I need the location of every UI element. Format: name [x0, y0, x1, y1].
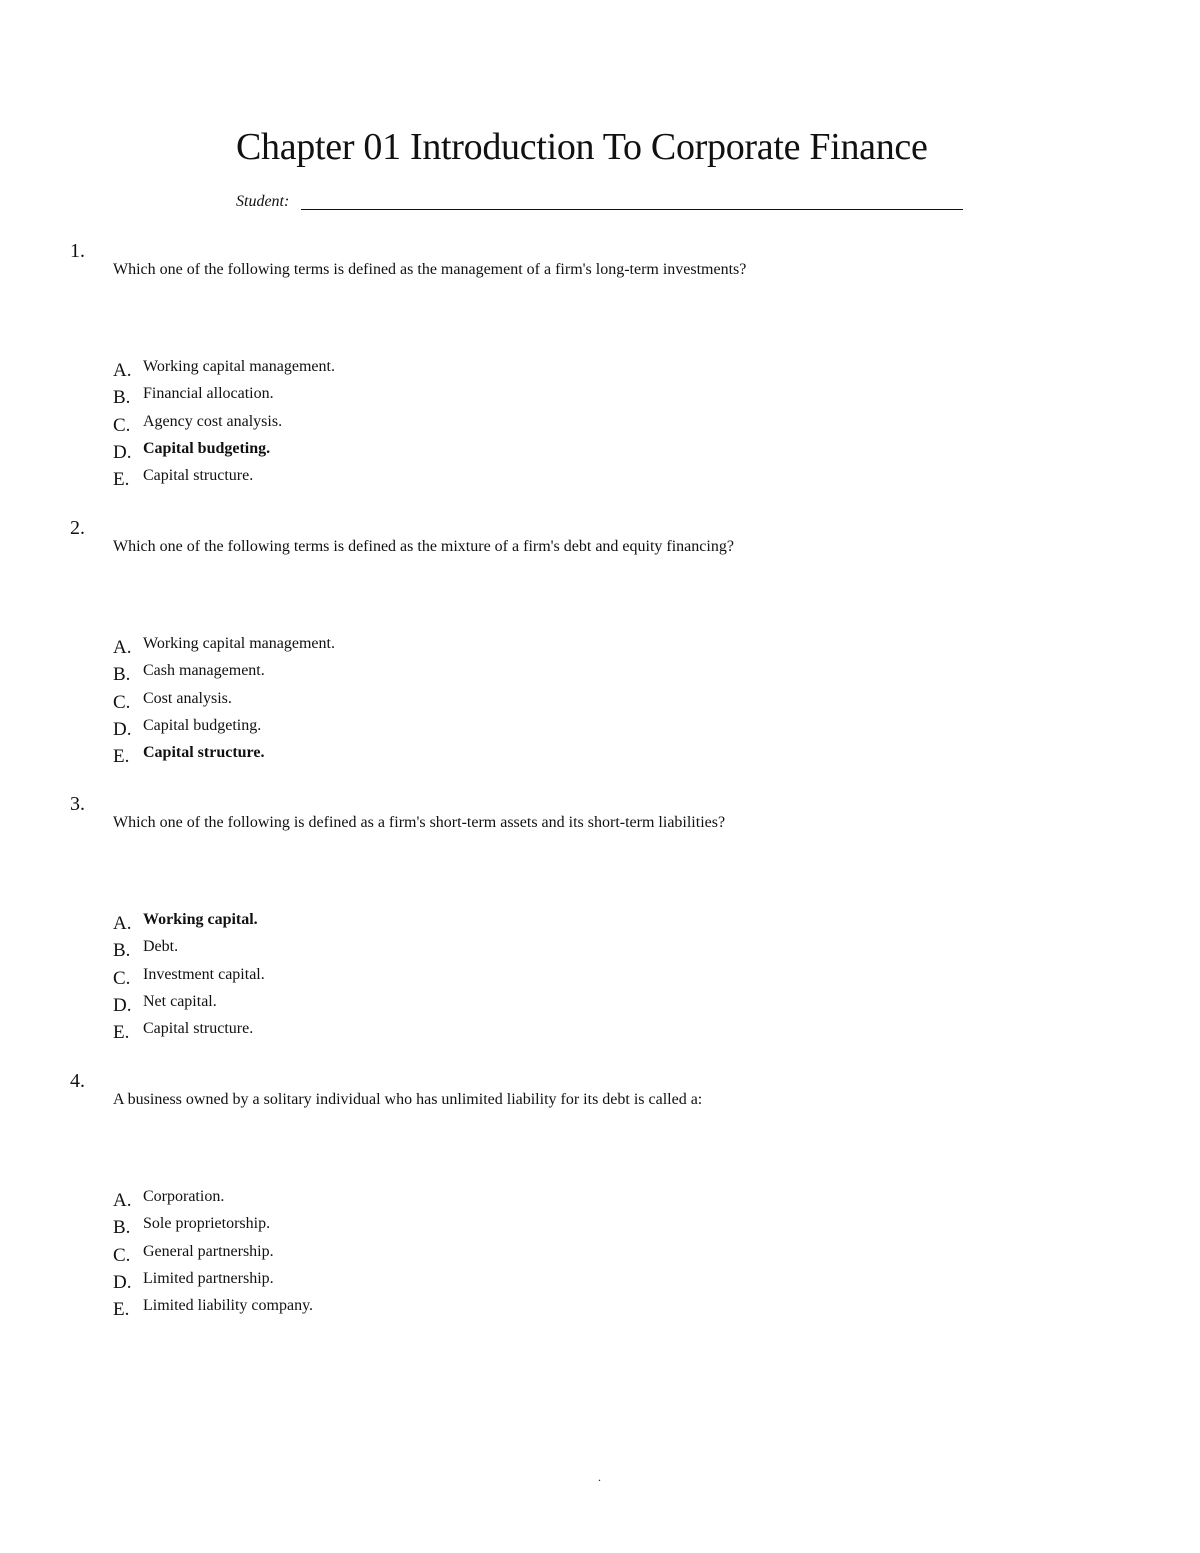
question-number: 3.: [70, 793, 85, 815]
option-letter: E.: [113, 746, 130, 768]
option-text: Working capital management.: [143, 635, 335, 652]
question-3: [0, 793, 1200, 1043]
option-letter: C.: [113, 967, 131, 989]
option-letter: E.: [113, 469, 130, 491]
option-letter: A.: [113, 637, 132, 658]
option-letter: A.: [113, 913, 132, 934]
option-text: General partnership.: [143, 1242, 274, 1260]
option-text: Capital budgeting.: [143, 716, 262, 734]
option-text: Net capital.: [143, 992, 217, 1010]
option-letter: D.: [113, 994, 132, 1016]
option-text: Debt.: [143, 938, 179, 956]
question-text: Which one of the following terms is defined as the management of a firm's long-term investments?: [113, 261, 747, 278]
question-2: [0, 517, 1200, 767]
question-4: [0, 1070, 1200, 1320]
option-text: Capital structure.: [143, 744, 265, 762]
question-number: 1.: [70, 240, 85, 262]
option-text: Corporation.: [143, 1188, 225, 1205]
option-text: Cost analysis.: [143, 689, 232, 707]
option-letter: C.: [113, 691, 131, 713]
footer-mark: .: [598, 1470, 601, 1484]
option-text: Capital structure.: [143, 1020, 254, 1038]
option-letter: C.: [113, 1244, 131, 1266]
option-letter: B.: [113, 664, 131, 686]
option-letter: D.: [113, 718, 132, 740]
option-letter: B.: [113, 1217, 131, 1239]
question-text: A business owned by a solitary individual who has unlimited liability for its debt is called a:: [113, 1091, 703, 1108]
option-text: Working capital management.: [143, 358, 335, 375]
question-text: Which one of the following terms is defined as the mixture of a firm's debt and equity financing?: [113, 538, 734, 555]
option-text: Limited partnership.: [143, 1269, 274, 1287]
option-letter: B.: [113, 387, 131, 409]
student-name-line: [301, 209, 963, 210]
option-text: Agency cost analysis.: [143, 412, 283, 430]
option-letter: A.: [113, 360, 132, 381]
option-letter: E.: [113, 1299, 130, 1321]
option-text: Capital budgeting.: [143, 439, 271, 457]
option-text: Financial allocation.: [143, 385, 274, 403]
question-1: [0, 240, 1200, 490]
question-number: 2.: [70, 517, 85, 539]
student-name-row: [236, 190, 963, 214]
option-letter: D.: [113, 441, 132, 463]
option-text: Sole proprietorship.: [143, 1215, 271, 1233]
option-letter: A.: [113, 1190, 132, 1211]
option-text: Capital structure.: [143, 467, 254, 485]
option-letter: E.: [113, 1022, 130, 1044]
option-letter: C.: [113, 414, 131, 436]
option-text: Limited liability company.: [143, 1297, 314, 1315]
student-label: Student:: [236, 193, 290, 210]
option-letter: D.: [113, 1271, 132, 1293]
option-text: Investment capital.: [143, 965, 265, 983]
question-text: Which one of the following is defined as a firm's short-term assets and its short-term liabilities?: [113, 814, 726, 831]
option-text: Working capital.: [143, 911, 258, 928]
option-text: Cash management.: [143, 662, 265, 680]
page-title: Chapter 01 Introduction To Corporate Finance: [236, 126, 928, 168]
option-letter: B.: [113, 940, 131, 962]
question-number: 4.: [70, 1070, 85, 1092]
